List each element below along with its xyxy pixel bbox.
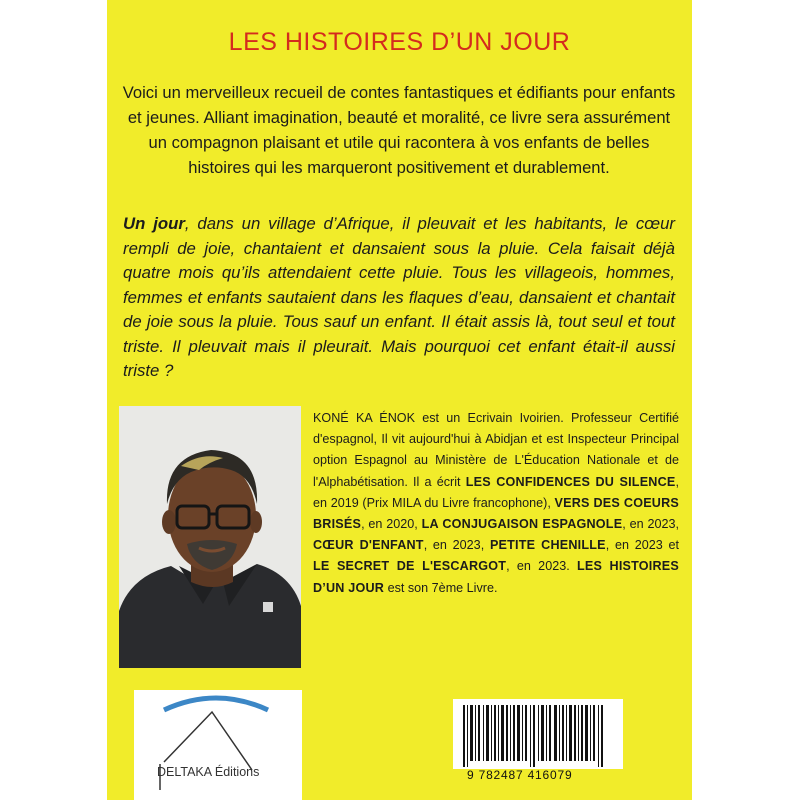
intro-paragraph: Voici un merveilleux recueil de contes fantastiques et édifiants pour enfants et jeunes. Alliant imagination, beauté et moralité, ce livre sera assurément un compagnon plaisant et utile qui racontera à vos enfants de belles histoires qui les marqueront positivement et durablement.	[122, 83, 676, 177]
barcode-bars	[453, 699, 623, 769]
story-text: , dans un village d’Afrique, il pleuvait et les habitants, le cœur rempli de joie, chantaient et dansaient sous la pluie. Cela faisait déjà quatre mois qu’ils attendaient cette pluie. Tous les villageois, hommes, femmes et enfants sautaient dans les flaques d’eau, dansaient et chantait de joie sous la pluie. Tous sauf un enfant. Il était assis là, tout seul et tout triste. Il pleuvait mais il pleurait. Mais pourquoi cet enfant était-il aussi triste ?	[123, 214, 675, 380]
publisher-name: DELTAKA Éditions	[157, 765, 260, 779]
back-cover	[107, 0, 692, 800]
bio-text-7: , en 2023.	[506, 559, 577, 574]
bio-text-2: , en 2019 (Prix MILA du Livre francophone),	[313, 474, 679, 510]
bio-book-5: PETITE CHENILLE	[489, 538, 606, 553]
publisher-logo-icon	[134, 690, 302, 800]
bio-book-6: LE SECRET DE L'ESCARGOT	[313, 559, 507, 574]
bio-text-6: , en 2023 et	[605, 538, 679, 553]
bio-book-7: LES HISTOIRES D’UN JOUR	[313, 559, 679, 595]
story-excerpt	[123, 212, 675, 384]
bio-book-1: LES CONFIDENCES DU SILENCE	[465, 474, 676, 489]
bio-book-2: VERS DES COEURS BRISÉS	[313, 495, 679, 532]
bio-text-5: , en 2023,	[423, 538, 490, 553]
author-bio	[313, 408, 679, 599]
bio-text-1: KONÉ KA ÉNOK est un Ecrivain Ivoirien. Professeur Certifié d'espagnol, Il vit aujourd'hui à Abidjan et est Inspecteur Principal option Espagnol au Ministère de L'Éducation Nationale et de l'Alphabétisation. Il a écrit	[313, 411, 679, 489]
author-photo	[119, 406, 301, 668]
author-portrait-image	[119, 406, 301, 668]
bio-text-4: , en 2023,	[622, 517, 679, 532]
bio-book-3: LA CONJUGAISON ESPAGNOLE	[421, 517, 623, 532]
barcode	[453, 699, 623, 769]
story-lead: Un jour	[123, 214, 185, 233]
bio-text-8: est son 7ème Livre.	[384, 580, 498, 595]
bio-book-4: CŒUR D'ENFANT	[313, 538, 424, 553]
bio-text-3: , en 2020,	[361, 517, 422, 532]
publisher-logo	[134, 690, 302, 800]
book-title: LES HISTOIRES D’UN JOUR	[228, 28, 571, 56]
isbn-number: 9 782487 416079	[467, 768, 573, 782]
